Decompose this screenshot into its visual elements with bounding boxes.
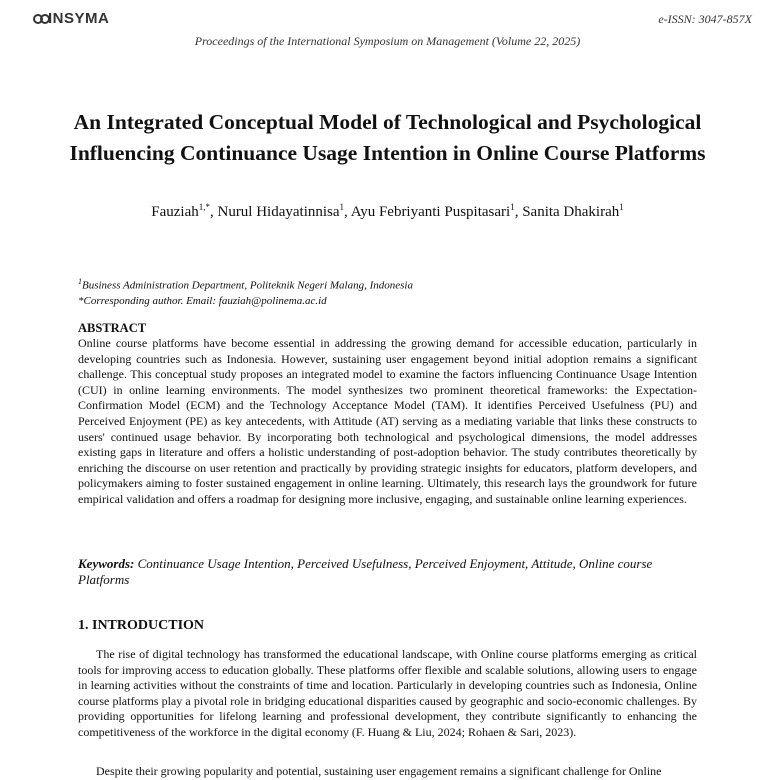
keywords-label: Keywords: xyxy=(78,556,135,571)
body-paragraph: Despite their growing popularity and potential, sustaining user engagement remains a significant challenge for Online xyxy=(96,764,662,778)
keywords xyxy=(78,556,697,588)
issn: e-ISSN: 3047-857X xyxy=(658,12,752,26)
affiliation-block xyxy=(78,274,413,309)
author-list: Fauziah$^{1,*}$, Nurul Hidayatinnisa$^1$, Ayu Febriyanti Puspitasari$^1$, Sanita Dhakirah$^1$ xyxy=(151,202,624,220)
affiliation: $^1$Business Administration Department, Politeknik Negeri Malang, Indonesia xyxy=(78,277,413,292)
author-affil-marker: 1 xyxy=(339,202,345,212)
insyma-logo xyxy=(33,10,109,27)
body-paragraph: The rise of digital technology has transformed the educational landscape, with Online course platforms emerging as critical tools for improving access to education globally. These platforms offer flexible and scalable solutions, allowing users to engage in learning activities without the constraints of time and location. Particularly in developing countries such as Indonesia, Online course platforms play a pivotal role in bridging educational disparities caused by geographic and socio-economic challenges. By providing opportunities for lifelong learning and professional development, they contribute significantly to enhancing the competitiveness of the workforce in the digital economy (F. Huang & Liu, 2024; Rohaen & Sari, 2023). xyxy=(78,647,697,739)
author-name: Ayu Febriyanti Puspitasari xyxy=(350,204,511,220)
affiliation-marker: 1 xyxy=(78,277,82,286)
author-name: Nurul Hidayatinnisa xyxy=(217,204,340,220)
logo-text: INSYMA xyxy=(48,10,110,27)
abstract-text: Online course platforms have become essential in addressing the growing demand for accessible education, particularly in developing countries such as Indonesia. However, sustaining user engagement beyond initial adoption remains a significant challenge. This conceptual study proposes an integrated model to examine the factors influencing Continuance Usage Intention (CUI) in online learning environments. The model synthesizes two prominent theoretical frameworks: the Expectation-Confirmation Model (ECM) and the Technology Acceptance Model (TAM). It identifies Perceived Usefulness (PU) and Perceived Enjoyment (PE) as key antecedents, with Attitude (AT) serving as a mediating variable that links these constructs to users' continued usage behavior. By incorporating both technological and psychological dimensions, the model addresses existing gaps in literature and offers a holistic understanding of post-adoption behavior. The study contributes theoretically by enriching the discourse on user retention and practically by providing strategic insights for educators, platform developers, and policymakers aiming to foster sustained engagement in online learning. Ultimately, this research lays the groundwork for future empirical validation and offers a roadmap for designing more inclusive, engaging, and sustainable online learning experiences. xyxy=(78,336,697,506)
corresponding-author: *Corresponding author. Email: fauziah@polinema.ac.id xyxy=(78,294,327,307)
abstract-heading: ABSTRACT xyxy=(78,321,147,335)
paper-title: An Integrated Conceptual Model of Technological and Psychological Influencing Continuance Usage Intention in Online Course Platforms xyxy=(69,110,706,165)
author-affil-marker: 1,* xyxy=(198,202,210,212)
author-name: Sanita Dhakirah xyxy=(522,204,620,220)
proceedings-header: Proceedings of the International Symposium on Management (Volume 22, 2025) xyxy=(194,34,581,48)
logo-rings-icon xyxy=(33,14,47,24)
keywords-list: Continuance Usage Intention, Perceived Usefulness, Perceived Enjoyment, Attitude, Online course Platforms xyxy=(78,556,653,587)
section-heading: 1. INTRODUCTION xyxy=(78,618,205,633)
author-affil-marker: 1 xyxy=(510,202,515,212)
author-affil-marker: 1 xyxy=(619,202,624,212)
author-name: Fauziah xyxy=(151,204,199,220)
